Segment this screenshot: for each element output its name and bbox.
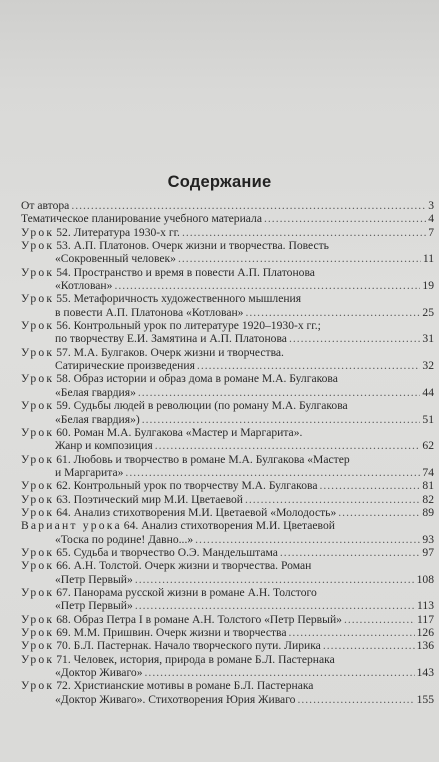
entry-title-text: «Петр Первый» xyxy=(55,599,133,613)
lesson-number: 70. xyxy=(56,639,71,653)
toc-entry-last-line xyxy=(21,599,434,612)
lesson-label: Урок xyxy=(21,612,55,626)
dot-leader xyxy=(135,599,415,612)
entry-title-text: Контрольный урок по литературе 1920–1930-х гг.; xyxy=(73,319,321,333)
entry-title-text: Анализ стихотворения М.И. Цветаевой «Молодость» xyxy=(73,505,337,519)
dot-leader xyxy=(280,546,421,559)
toc-entry-line xyxy=(21,319,434,332)
entry-title-text: в повести А.П. Платонова «Котлован» xyxy=(55,305,244,319)
entry-title-text: «Белая гвардия» xyxy=(55,385,136,399)
page-number: 44 xyxy=(422,385,434,399)
lesson-number: 68. xyxy=(56,612,71,626)
entry-title-text: Панорама русской жизни в романе А.Н. Толстого xyxy=(73,585,317,599)
toc-entry xyxy=(21,226,434,239)
bleed-through-text xyxy=(18,22,418,92)
entry-title-text: «Белая гвардия») xyxy=(55,412,140,426)
lesson-label: Урок xyxy=(21,452,55,466)
toc-entry-line xyxy=(21,292,434,305)
entry-title-text: Роман М.А. Булгакова «Мастер и Маргарита». xyxy=(73,425,303,439)
lesson-label: Урок xyxy=(21,639,55,653)
entry-title-text: Образ Петра I в романе А.Н. Толстого «Петр Первый» xyxy=(73,612,342,626)
lesson-number: 69. xyxy=(56,626,71,639)
dot-leader xyxy=(289,626,415,639)
page-number: 32 xyxy=(422,359,434,373)
entry-title-text: Тематическое планирование учебного материала xyxy=(21,212,262,226)
toc-entry xyxy=(21,266,434,293)
toc-entry-last-line xyxy=(21,533,434,546)
lesson-label: Урок xyxy=(21,479,55,493)
toc-entry xyxy=(21,426,434,453)
toc-entry-last-line xyxy=(21,199,434,212)
toc-entry xyxy=(21,679,434,706)
lesson-number: 60. xyxy=(56,425,71,439)
page-number: 31 xyxy=(422,332,434,346)
lesson-number: 66. xyxy=(56,559,71,573)
toc-entry-line xyxy=(21,653,434,666)
entry-title-text: Пространство и время в повести А.П. Платонова xyxy=(73,265,315,279)
page-number: 136 xyxy=(416,639,434,653)
entry-title-text: А.П. Платонов. Очерк жизни и творчества. Повесть xyxy=(73,239,329,253)
dot-leader xyxy=(264,212,426,225)
lesson-label: Урок xyxy=(21,345,55,359)
toc-entry-last-line xyxy=(21,359,434,372)
dot-leader xyxy=(71,199,426,212)
lesson-number: 56. xyxy=(56,319,71,333)
entry-title-text: Метафоричность художественного мышления xyxy=(73,292,302,306)
lesson-label: Урок xyxy=(21,679,55,693)
toc-entry-last-line xyxy=(21,479,434,492)
page-number: 82 xyxy=(422,492,434,506)
page-number: 93 xyxy=(422,532,434,546)
toc-entry-last-line xyxy=(21,506,434,519)
toc-entry xyxy=(21,319,434,346)
dot-leader xyxy=(297,693,414,706)
toc-entry xyxy=(21,199,434,212)
dot-leader xyxy=(142,413,421,426)
toc-entry-line xyxy=(21,239,434,252)
page-number: 11 xyxy=(422,252,434,266)
lesson-number: 67. xyxy=(56,585,71,599)
entry-title-text: От автора xyxy=(21,199,70,212)
entry-title-text: Любовь и творчество в романе М.А. Булгакова «Мастер xyxy=(73,452,350,466)
page-number: 113 xyxy=(417,599,434,613)
lesson-number: 72. xyxy=(56,679,71,693)
lesson-number: 57. xyxy=(56,345,71,359)
entry-title-text: Судьба и творчество О.Э. Мандельштама xyxy=(73,545,278,559)
entry-title-text: «Доктор Живаго» xyxy=(55,666,143,680)
lesson-label: Вариант урока xyxy=(21,519,122,533)
entry-title-text: «Петр Первый» xyxy=(55,572,133,586)
toc-entry xyxy=(21,639,434,652)
entry-title-text: «Тоска по родине! Давно...» xyxy=(55,532,194,546)
lesson-number: 58. xyxy=(56,372,71,386)
entry-title-text: Анализ стихотворения М.И. Цветаевой xyxy=(141,519,335,533)
lesson-label: Урок xyxy=(21,225,55,239)
toc-entry-line xyxy=(21,679,434,692)
toc-entry-last-line xyxy=(21,546,434,559)
dot-leader xyxy=(195,533,420,546)
lesson-label: Урок xyxy=(21,545,55,559)
toc-entry-last-line xyxy=(21,279,434,292)
lesson-label: Урок xyxy=(21,652,55,666)
toc-entry-line xyxy=(21,586,434,599)
toc-entry-last-line xyxy=(21,693,434,706)
lesson-number: 64. xyxy=(123,519,139,533)
toc-entry xyxy=(21,519,434,546)
dot-leader xyxy=(182,226,426,239)
toc-entry-last-line xyxy=(21,226,434,239)
entry-title-text: «Котлован» xyxy=(55,279,113,293)
entry-title-text: М.М. Пришвин. Очерк жизни и творчества xyxy=(73,626,287,639)
toc-entry xyxy=(21,346,434,373)
entry-title-text: Человек, история, природа в романе Б.Л. Пастернака xyxy=(73,652,335,666)
entry-title-text: М.А. Булгаков. Очерк жизни и творчества. xyxy=(73,345,284,359)
lesson-number: 59. xyxy=(56,399,71,413)
page-number: 25 xyxy=(422,305,434,319)
toc-entry xyxy=(21,372,434,399)
lesson-label: Урок xyxy=(21,585,55,599)
toc-entry-last-line xyxy=(21,466,434,479)
toc-entry xyxy=(21,613,434,626)
toc-entry-line xyxy=(21,399,434,412)
dot-leader xyxy=(197,359,420,372)
dot-leader xyxy=(114,279,420,292)
dot-leader xyxy=(145,666,415,679)
toc-entry-line xyxy=(21,453,434,466)
toc-entry-last-line xyxy=(21,573,434,586)
entry-title-text: А.Н. Толстой. Очерк жизни и творчества. Роман xyxy=(73,559,312,573)
toc-entry xyxy=(21,626,434,639)
dot-leader xyxy=(245,493,420,506)
page-number: 155 xyxy=(416,692,434,706)
toc-entry-line xyxy=(21,426,434,439)
lesson-label: Урок xyxy=(21,399,55,413)
toc-entry xyxy=(21,453,434,480)
entry-title-text: Жанр и композиция xyxy=(55,439,153,453)
toc-entry-last-line xyxy=(21,252,434,265)
table-of-contents xyxy=(21,199,434,706)
toc-entry-last-line xyxy=(21,613,434,626)
toc-entry-line xyxy=(21,346,434,359)
page-number: 62 xyxy=(422,439,434,453)
entry-title-text: Судьбы людей в революции (по роману М.А. Булгакова xyxy=(73,399,348,413)
lesson-label: Урок xyxy=(21,505,55,519)
lesson-label: Урок xyxy=(21,265,55,279)
page-number: 126 xyxy=(416,626,434,639)
lesson-label: Урок xyxy=(21,292,55,306)
entry-title-text: Литература 1930-х гг. xyxy=(73,225,180,239)
dot-leader xyxy=(245,306,420,319)
dot-leader xyxy=(319,479,420,492)
toc-entry-line xyxy=(21,372,434,385)
toc-entry-last-line xyxy=(21,493,434,506)
page-number: 89 xyxy=(422,505,434,519)
toc-entry xyxy=(21,399,434,426)
page-number: 51 xyxy=(422,412,434,426)
dot-leader xyxy=(138,386,421,399)
dot-leader xyxy=(135,573,415,586)
toc-entry-last-line xyxy=(21,639,434,652)
toc-entry-line xyxy=(21,519,434,532)
toc-entry-last-line xyxy=(21,306,434,319)
toc-entry-last-line xyxy=(21,666,434,679)
page-number: 97 xyxy=(422,545,434,559)
dot-leader xyxy=(178,252,421,265)
dot-leader xyxy=(125,466,420,479)
entry-title-text: по творчеству Е.И. Замятина и А.П. Платонова xyxy=(55,332,287,346)
lesson-number: 65. xyxy=(56,545,71,559)
entry-title-text: Контрольный урок по творчеству М.А. Булгакова xyxy=(73,479,318,493)
entry-title-text: и Маргарита» xyxy=(55,465,124,479)
page-title: Содержание xyxy=(167,173,272,191)
toc-entry-last-line xyxy=(21,439,434,452)
lesson-number: 61. xyxy=(56,452,71,466)
entry-title-text: Сатирические произведения xyxy=(55,359,195,373)
toc-entry xyxy=(21,479,434,492)
toc-entry-last-line xyxy=(21,386,434,399)
toc-entry-last-line xyxy=(21,332,434,345)
toc-entry xyxy=(21,493,434,506)
entry-title-text: «Сокровенный человек» xyxy=(55,252,176,266)
page-number: 74 xyxy=(422,465,434,479)
page-number: 117 xyxy=(417,612,434,626)
dot-leader xyxy=(155,439,421,452)
dot-leader xyxy=(338,506,420,519)
toc-entry-last-line xyxy=(21,626,434,639)
toc-entry-last-line xyxy=(21,413,434,426)
lesson-number: 53. xyxy=(56,239,71,253)
page-number: 19 xyxy=(422,279,434,293)
dot-leader xyxy=(323,639,415,652)
lesson-number: 54. xyxy=(56,265,71,279)
toc-entry xyxy=(21,506,434,519)
entry-title-text: Б.Л. Пастернак. Начало творческого пути. Лирика xyxy=(73,639,321,653)
lesson-number: 52. xyxy=(56,225,71,239)
page-number: 81 xyxy=(422,479,434,493)
lesson-label: Урок xyxy=(21,559,55,573)
lesson-number: 62. xyxy=(56,479,71,493)
dot-leader xyxy=(344,613,415,626)
lesson-number: 64. xyxy=(56,505,71,519)
lesson-number: 63. xyxy=(56,492,71,506)
entry-title-text: «Доктор Живаго». Стихотворения Юрия Живаго xyxy=(55,692,296,706)
toc-entry xyxy=(21,239,434,266)
entry-title-text: Поэтический мир М.И. Цветаевой xyxy=(73,492,243,506)
page-number: 143 xyxy=(416,666,434,680)
entry-title-text: Христианские мотивы в романе Б.Л. Пастернака xyxy=(73,679,314,693)
lesson-label: Урок xyxy=(21,492,55,506)
page-number: 7 xyxy=(428,225,434,239)
lesson-number: 71. xyxy=(56,652,71,666)
toc-entry-last-line xyxy=(21,212,434,225)
page-number: 4 xyxy=(428,212,434,226)
toc-entry xyxy=(21,546,434,559)
lesson-label: Урок xyxy=(21,372,55,386)
lesson-label: Урок xyxy=(21,239,55,253)
lesson-label: Урок xyxy=(21,425,55,439)
toc-entry xyxy=(21,212,434,225)
lesson-label: Урок xyxy=(21,626,55,639)
lesson-number: 55. xyxy=(56,292,71,306)
toc-entry-line xyxy=(21,559,434,572)
toc-entry xyxy=(21,559,434,586)
toc-entry xyxy=(21,653,434,680)
page-number: 3 xyxy=(428,199,434,212)
lesson-label: Урок xyxy=(21,319,55,333)
page-number: 108 xyxy=(416,572,434,586)
toc-entry xyxy=(21,586,434,613)
entry-title-text: Образ истории и образ дома в романе М.А. Булгакова xyxy=(73,372,338,386)
toc-entry-line xyxy=(21,266,434,279)
dot-leader xyxy=(289,332,420,345)
toc-entry xyxy=(21,292,434,319)
